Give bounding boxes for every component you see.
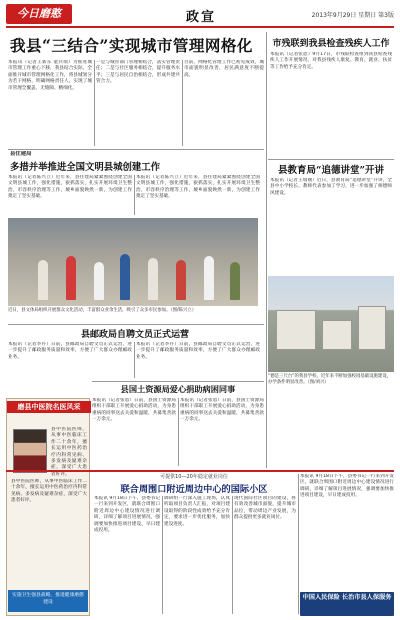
sidebar-title[interactable]: 磨县中医院名医风采 <box>7 401 91 413</box>
column-divider <box>94 60 95 146</box>
column-divider <box>298 474 299 614</box>
section-divider <box>92 381 264 382</box>
dancer-figure <box>38 260 48 300</box>
feature-headline[interactable]: 联合周围口附近周边中心的国际小区 <box>120 484 268 495</box>
feature-column-1: 本报讯 9月18日下午，县委书记一行来到开发区，就联合周围口附近周边中心建设情况进行调研，详细了解项目进展情况，强调要加快推进项目建设，早日建成投用。 <box>94 496 160 534</box>
main-story-column-2: 一是与城管部门管理相结合，落实管理责任；二是与社区服务相结合，提升服务水平；三是与居民自治相结合，形成共建共管合力。 <box>96 60 180 85</box>
school-building-photo[interactable] <box>268 276 394 372</box>
dancer-figure <box>204 256 214 300</box>
story-2-headline[interactable]: 多措并举推进全国文明县城创建工作 <box>10 162 161 173</box>
dance-photo-caption: 近日，县文体局组织开展群众文化活动，丰富群众业余生活，吸引了众多市民参加。（图/陈兴立） <box>8 308 197 313</box>
main-headline[interactable]: 我县“三结合”实现城市管理网格化 <box>10 36 253 55</box>
story-4-body-left: 本报讯（记者张恩）日前，县国土资源局组织干部职工开展爱心捐助活动，为身患重病的同事送去关爱和温暖，共募集善款一万余元。 <box>92 398 176 423</box>
right-headline-disability[interactable]: 市残联到我县检查残疾人工作 <box>272 39 390 49</box>
masthead <box>6 4 394 28</box>
section-divider <box>8 324 264 325</box>
dancer-figure <box>230 262 240 300</box>
column-divider <box>134 342 135 378</box>
newspaper-logo: 今日磨憨 <box>6 4 72 24</box>
dance-event-photo[interactable] <box>8 218 258 306</box>
story-3-headline[interactable]: 县邮政局自聘文员正式运营 <box>80 330 189 340</box>
issue-date: 2013年9月29日 星期日 第3版 <box>311 12 394 19</box>
sidebar-bio: 县中医院医师，从事中医临床工作二十余年，擅长运用中医药治疗内科常见病、多发病及疑难杂症，深受广大患者好评。 <box>11 479 87 504</box>
story-3-body-right: 本报讯（记者李丹）日前，县邮政局自聘文员正式运营，进一步提升了邮政服务质量和效率，方便了广大群众办理邮政业务。 <box>136 342 260 360</box>
right-headline-education[interactable]: 县教育局“追德讲堂”开讲 <box>278 165 384 176</box>
school-photo-caption: “德是三尺台”的我县学校，近年来不断加强校园基础设施建设，办学条件明显改善。（图/刘兴） <box>268 374 392 385</box>
right-story-2-body: 本报讯（记者王瑞丽）近日，县教育局“追德讲堂”开讲，全县中小学校长、教师代表参加了学习，进一步加强了师德师风建设。 <box>270 178 392 196</box>
building-shape <box>276 310 316 350</box>
feature-kicker: 可提供10—20年稳定就业岗位 <box>160 474 228 480</box>
column-divider <box>182 60 183 146</box>
feature-column-4: 本报讯 9月18日下午，县委书记一行来到开发区，就联合周围口附近周边中心建设情况进行调研，详细了解项目进展情况，强调要加快推进项目建设，早日建成投用。 <box>300 474 394 499</box>
dancer-figure <box>176 260 186 300</box>
section-divider <box>268 159 394 160</box>
doctor-portrait-photo <box>13 429 47 473</box>
column-divider <box>162 496 163 614</box>
story-4-headline[interactable]: 县国土资源局爱心捐助病困同事 <box>120 384 236 394</box>
building-shape <box>358 306 386 350</box>
health-campaign-banner[interactable]: 实施卫生强县战略，推进健康磨憨建设 <box>8 590 88 612</box>
building-shape <box>322 320 352 350</box>
right-story-1-body: 本报讯（记者张恩）9月17日，市残联检查组到我县检查残疾人工作开展情况，对我县残疾人康复、教育、就业、扶贫等工作给予充分肯定。 <box>270 52 392 70</box>
section-divider <box>8 149 264 150</box>
sidebar-bio-side: 县中医院医师，从事中医临床工作二十余年，擅长运用中医药治疗内科常见病、多发病及疑难杂症，深受广大患者好评。 <box>51 427 87 477</box>
column-divider <box>134 175 135 215</box>
dancer-figure <box>148 258 158 300</box>
insurance-footer-ad[interactable]: 中国人民保险 长治市县人保服务 <box>300 592 394 616</box>
story-2-kicker: 县住建局 <box>10 151 32 157</box>
column-divider <box>232 496 233 614</box>
feature-column-2: 调研组一行深入施工现场，认真听取项目负责人汇报，对项目建设取得的阶段性成效给予充分肯定，要求进一步优化服务，加快建设进度。 <box>164 496 230 527</box>
main-story-column-1: 本报讯（记者王新东 童兵瑞）为推进城市管理工作重心下移，我县结合实际，全面推开城市管理网格化工作，将县城划分为若干网格，明确网格责任人，实现了城市管理全覆盖、无缝隙、精细化。 <box>8 60 92 91</box>
story-4-body-right: 本报讯（记者张恩）日前，县国土资源局组织干部职工开展爱心捐助活动，为身患重病的同事送去关爱和温暖，共募集善款一万余元。 <box>180 398 264 423</box>
right-column-divider <box>266 32 267 468</box>
story-2-body-left: 本报讯（记者陈兴立）近年来，县住建局紧紧围绕创建全国文明县城工作，强化措施，狠抓落实，扎实开展环境卫生整治、市容秩序治理等工作，城乡面貌焕然一新，为创建工作奠定了坚实基础。 <box>8 175 132 200</box>
main-story-column-3: 目前，网格化管理工作已初见成效，城市面貌明显改善，居民满意度不断提高。 <box>184 60 264 78</box>
feature-column-3: 现代国际社区项目的建设，将有效改善城市面貌，提升城市品位，带动周边产业发展，为群众提供更多就业岗位。 <box>234 496 296 521</box>
story-3-body-left: 本报讯（记者李丹）日前，县邮政局自聘文员正式运营，进一步提升了邮政服务质量和效率，方便了广大群众办理邮政业务。 <box>8 342 132 360</box>
story-2-body-right: 本报讯（记者陈兴立）近年来，县住建局紧紧围绕创建全国文明县城工作，强化措施，狠抓落实，扎实开展环境卫生整治、市容秩序治理等工作，城乡面貌焕然一新，为创建工作奠定了坚实基础。 <box>136 175 260 200</box>
section-title: 政宣 <box>185 10 216 25</box>
dancer-figure <box>120 254 130 300</box>
dancer-figure <box>94 262 104 300</box>
column-divider <box>178 398 179 466</box>
dancer-figure <box>66 256 76 300</box>
